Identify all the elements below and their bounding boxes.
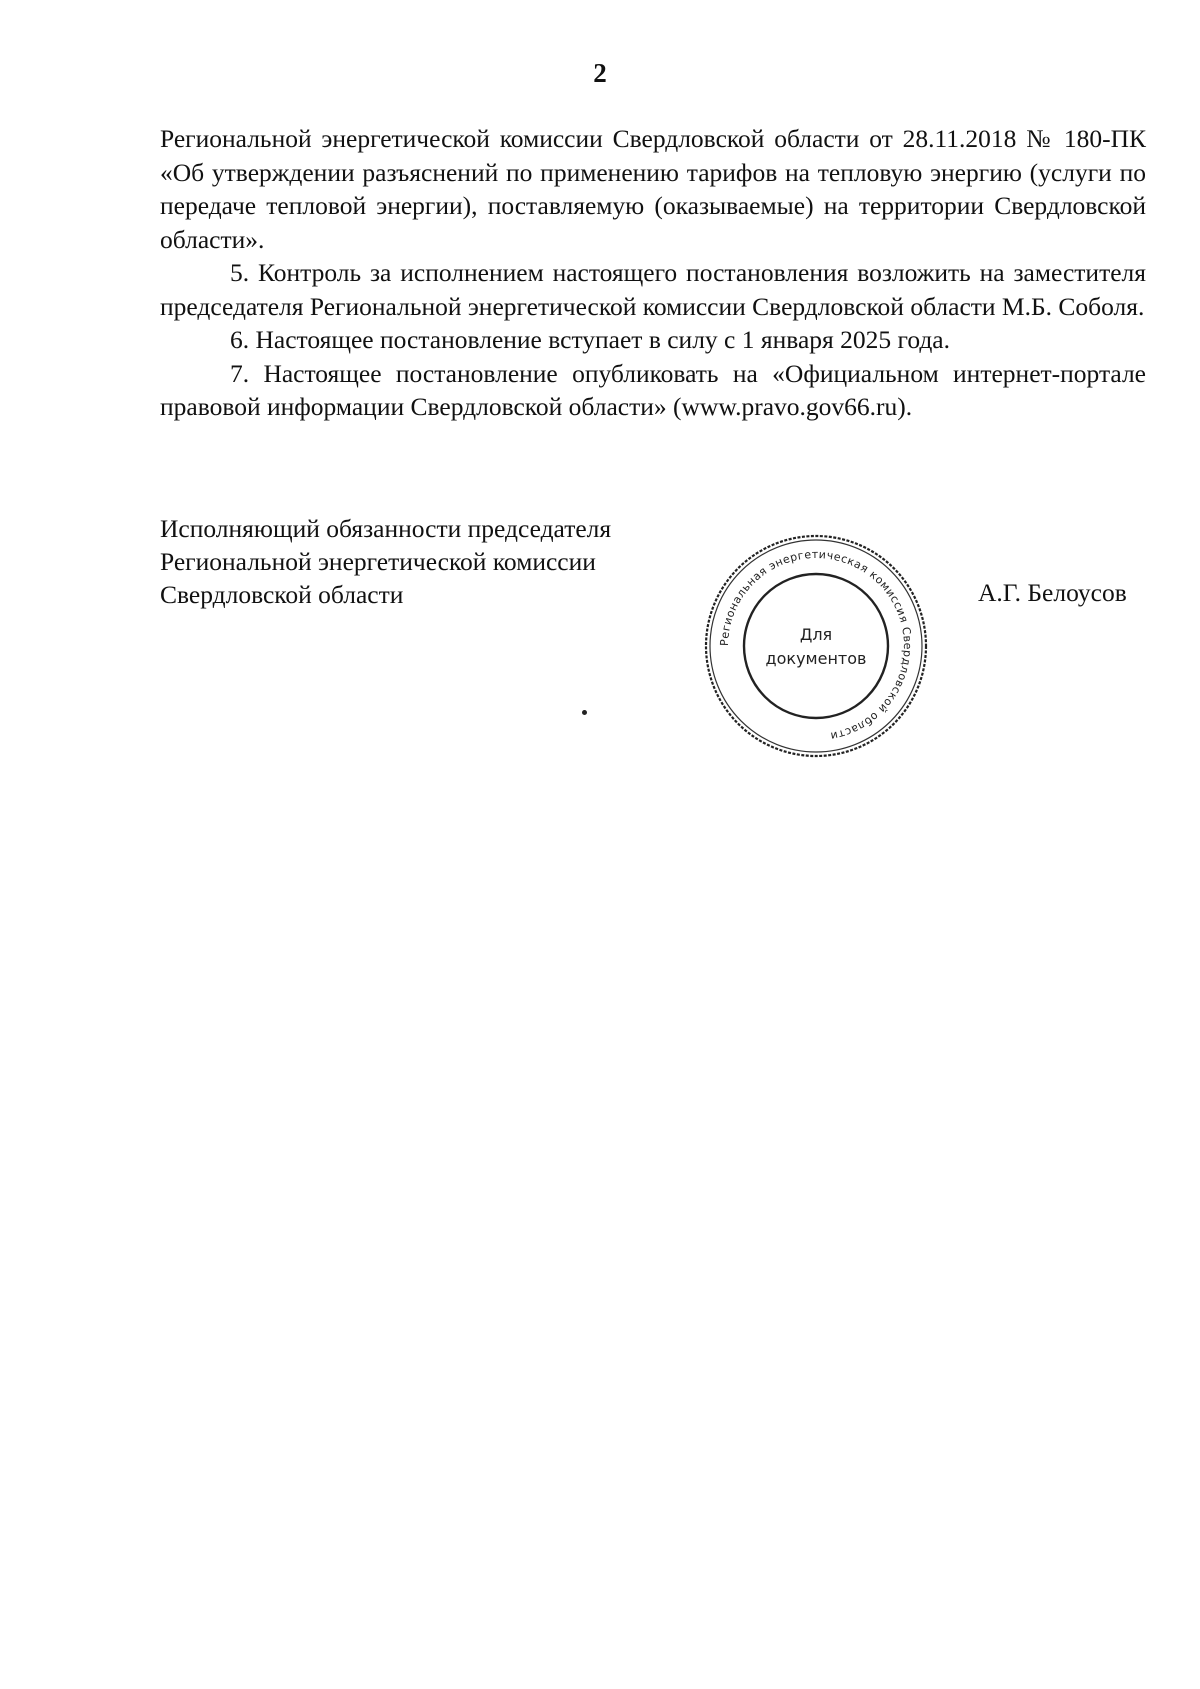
ink-speck — [582, 710, 587, 715]
signatory-title-line-1: Исполняющий обязанности председателя — [160, 514, 612, 543]
signatory-name: А.Г. Белоусов — [978, 578, 1127, 607]
stamp-ring-text: Региональная энергетическая комиссия Свердловской области — [717, 547, 915, 743]
official-stamp — [702, 532, 930, 760]
page-number: 2 — [593, 58, 607, 88]
paragraph-item-7: 7. Настоящее постановление опубликовать на «Официальном интернет-портале правовой информации Свердловской области» (www.pravo.gov66.ru). — [160, 358, 1146, 421]
signatory-title-line-2: Региональной энергетической комиссии — [160, 547, 596, 576]
svg-text:Региональная энергетическая ко — [718, 548, 914, 743]
stamp-center-line-1: Для — [799, 625, 833, 644]
document-body — [160, 122, 1146, 424]
signatory-position — [160, 512, 611, 611]
paragraph-continuation: Региональной энергетической комиссии Свердловской области от 28.11.2018 № 180-ПК «Об утверждении разъяснений по применению тарифов на тепловую энергию (услуги по передаче тепловой энергии), поставляемую (оказываемые) на территории Свердловской области». — [160, 124, 1146, 254]
paragraph-item-5: 5. Контроль за исполнением настоящего постановления возложить на заместителя председателя Региональной энергетической комиссии Свердловской области М.Б. Соболя. — [160, 258, 1146, 321]
stamp-center-line-2: документов — [765, 649, 867, 668]
signatory-title-line-3: Свердловской области — [160, 580, 404, 609]
paragraph-item-6: 6. Настоящее постановление вступает в силу с 1 января 2025 года. — [230, 325, 951, 354]
